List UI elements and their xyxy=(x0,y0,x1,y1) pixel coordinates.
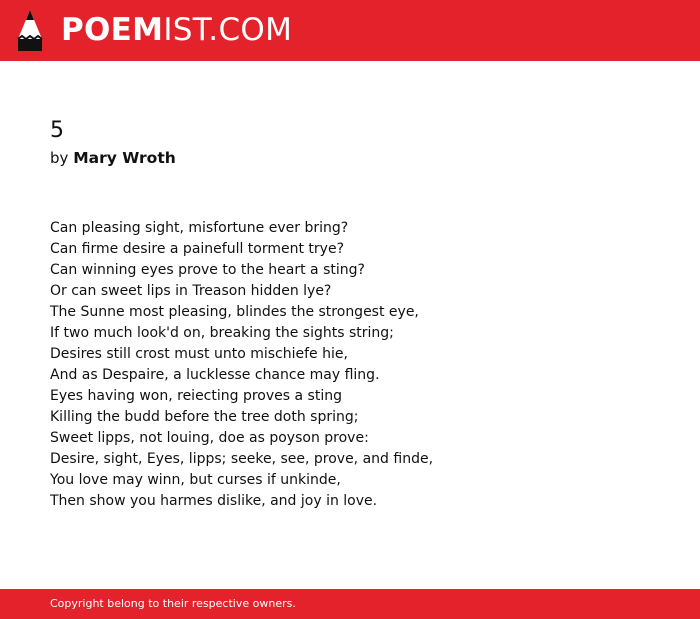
poem-line: Sweet lipps, not louing, doe as poyson prove: xyxy=(50,430,369,446)
poem-line: Or can sweet lips in Treason hidden lye? xyxy=(50,283,332,299)
author-name: Mary Wroth xyxy=(73,149,176,167)
by-label: by xyxy=(50,149,69,167)
poem-line: Can firme desire a painefull torment trye? xyxy=(50,241,345,257)
poem-line: Eyes having won, reiecting proves a sting xyxy=(50,388,342,404)
poem-line: If two much look'd on, breaking the sights string; xyxy=(50,325,394,341)
poem-line: And as Despaire, a lucklesse chance may fling. xyxy=(50,367,380,383)
poem-byline xyxy=(50,147,650,169)
poem-content xyxy=(50,115,650,512)
site-header xyxy=(0,0,700,61)
poem-title: 5 xyxy=(50,118,64,143)
poem-line: Can winning eyes prove to the heart a sting? xyxy=(50,262,365,278)
site-logo-link[interactable] xyxy=(17,9,292,51)
poem-line: The Sunne most pleasing, blindes the strongest eye, xyxy=(50,304,419,320)
poem-line: Killing the budd before the tree doth spring; xyxy=(50,409,359,425)
logo-light-part: IST.COM xyxy=(163,12,293,48)
pencil-tip-icon xyxy=(17,9,43,51)
poem-line: Can pleasing sight, misfortune ever bring? xyxy=(50,220,349,236)
poem-line: Desire, sight, Eyes, lipps; seeke, see, prove, and finde, xyxy=(50,451,434,467)
poem-line: You love may winn, but curses if unkinde, xyxy=(50,472,341,488)
copyright-text: Copyright belong to their respective owners. xyxy=(50,597,296,610)
poem-body xyxy=(50,218,650,512)
logo-bold-part: POEM xyxy=(61,12,164,48)
site-logo-text xyxy=(61,9,292,51)
site-footer xyxy=(0,589,700,619)
poem-line: Desires still crost must unto mischiefe hie, xyxy=(50,346,348,362)
poem-line: Then show you harmes dislike, and joy in love. xyxy=(50,493,378,509)
